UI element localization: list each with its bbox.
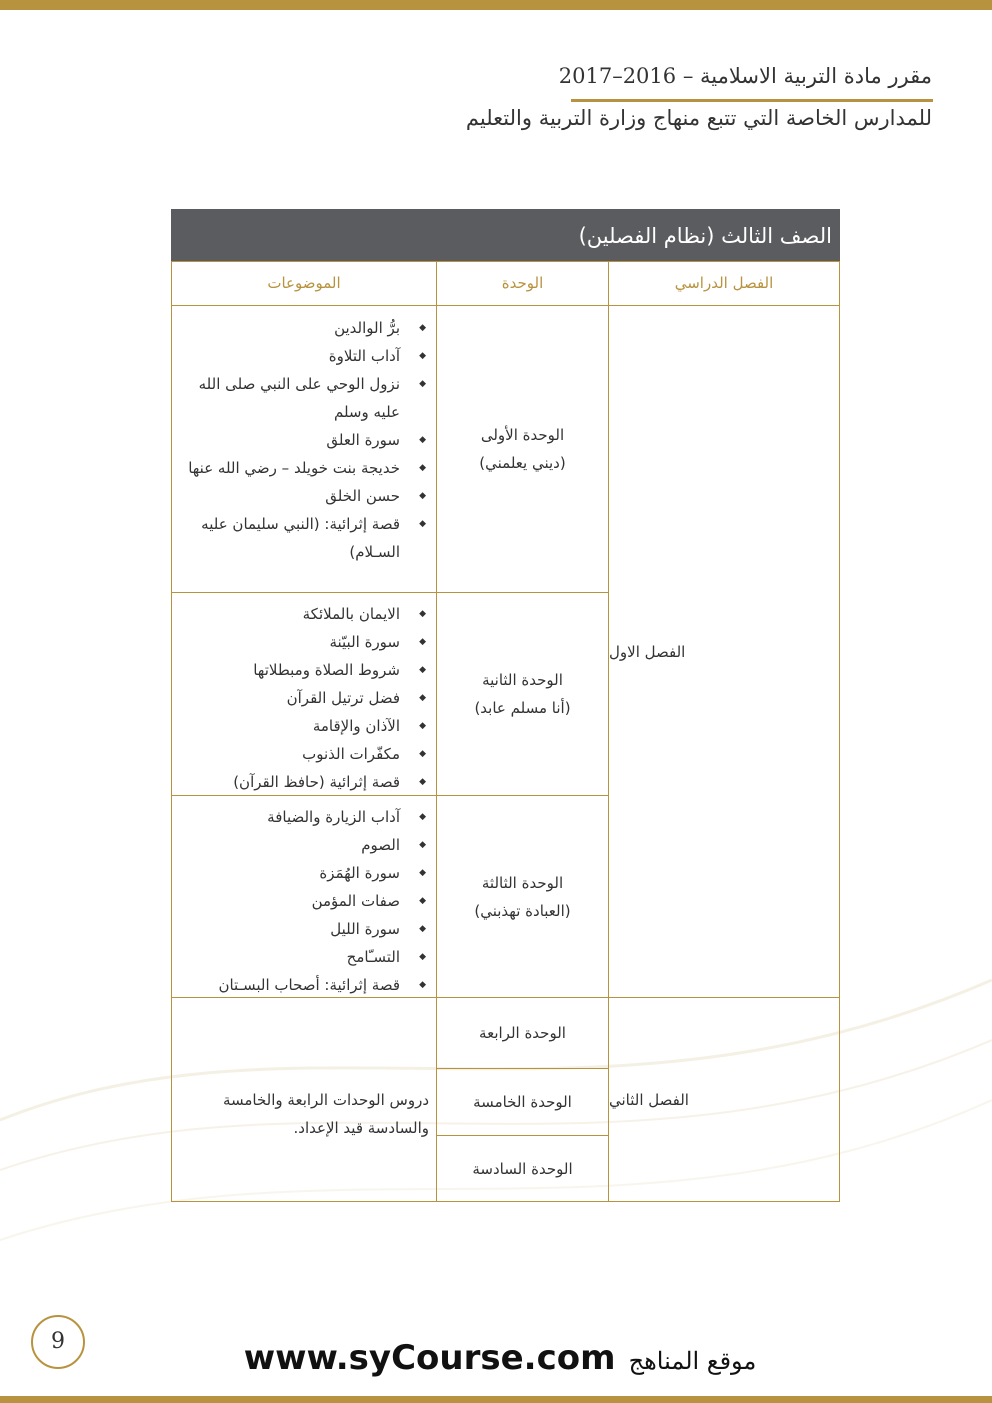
table-title: الصف الثالث (نظام الفصلين) (171, 209, 840, 261)
list-item: ◆ حسن الخلق (180, 482, 436, 510)
column-header-unit: الوحدة (501, 274, 544, 292)
unit-4-cell: الوحدة الرابعة (479, 1024, 566, 1042)
unit-3-topics (180, 803, 436, 999)
list-item: ◆ الصوم (180, 831, 436, 859)
curriculum-table (171, 209, 840, 1202)
unit-1-topics (180, 314, 436, 566)
page-number: 9 (31, 1315, 85, 1369)
unit-2-subtitle: (أنا مسلم عابد) (474, 699, 571, 717)
list-item: ◆ الآذان والإقامة (180, 712, 436, 740)
course-header-subtitle: للمدارس الخاصة التي تتبع منهاج وزارة التربية والتعليم (465, 106, 932, 130)
footer-site-name: موقع المناهج (628, 1347, 757, 1375)
list-item: ◆ خديجة بنت خويلد – رضي الله عنها (180, 454, 436, 482)
semester-2-label: الفصل الثاني (609, 1090, 689, 1109)
list-item: ◆ سورة البيّنة (180, 628, 436, 656)
table-body (171, 261, 840, 1202)
semester-1-label: الفصل الاول (609, 642, 686, 661)
list-item: ◆ التسـّامح (180, 943, 436, 971)
unit-5-cell: الوحدة الخامسة (473, 1093, 572, 1111)
unit-1-name: الوحدة الأولى (480, 426, 565, 444)
list-item: ◆ سورة الليل (180, 915, 436, 943)
pending-units-note: دروس الوحدات الرابعة والخامسة والسادسة قيد الإعداد. (222, 1091, 429, 1137)
course-header-title: مقرر مادة التربية الاسلامية – 2016–2017 (558, 64, 932, 88)
list-item: ◆ قصة إثرائية (حافظ القرآن) (180, 768, 436, 796)
unit-2-name: الوحدة الثانية (482, 671, 563, 689)
list-item: ◆ الايمان بالملائكة (180, 600, 436, 628)
unit-1-cell (437, 306, 608, 592)
footer-url: www.syCourse.com (243, 1338, 616, 1378)
list-item: ◆ سورة العلق (180, 426, 436, 454)
list-item: ◆ شروط الصلاة ومبطلاتها (180, 656, 436, 684)
list-item: ◆ قصة إثرائية: أصحاب البسـتان (180, 971, 436, 999)
footer-branding (220, 1338, 780, 1378)
list-item: ◆ نزول الوحي على النبي صلى الله عليه وسلم (180, 370, 436, 426)
column-header-semester: الفصل الدراسي (674, 274, 774, 292)
column-header-topics: الموضوعات (267, 274, 341, 292)
list-item: ◆ آداب التلاوة (180, 342, 436, 370)
list-item: ◆ آداب الزيارة والضيافة (180, 803, 436, 831)
header-divider (571, 99, 933, 102)
bottom-accent-bar (0, 1396, 992, 1403)
unit-3-name: الوحدة الثالثة (481, 873, 564, 892)
unit-3-subtitle: (العبادة تهذبني) (474, 901, 571, 920)
list-item: ◆ فضل ترتيل القرآن (180, 684, 436, 712)
unit-1-subtitle: (ديني يعلمني) (479, 454, 566, 472)
unit-6-cell: الوحدة السادسة (472, 1159, 573, 1178)
list-item: ◆ مكفّرات الذنوب (180, 740, 436, 768)
list-item: ◆ سورة الهُمَزة (180, 859, 436, 887)
list-item: ◆ صفات المؤمن (180, 887, 436, 915)
list-item: ◆ برُّ الوالدين (180, 314, 436, 342)
list-item: ◆ قصة إثرائية: (النبي سليمان عليه السـلام) (180, 510, 436, 566)
unit-2-topics (180, 600, 436, 796)
top-accent-bar (0, 0, 992, 10)
unit-3-cell (437, 796, 608, 997)
unit-2-cell (437, 593, 608, 795)
